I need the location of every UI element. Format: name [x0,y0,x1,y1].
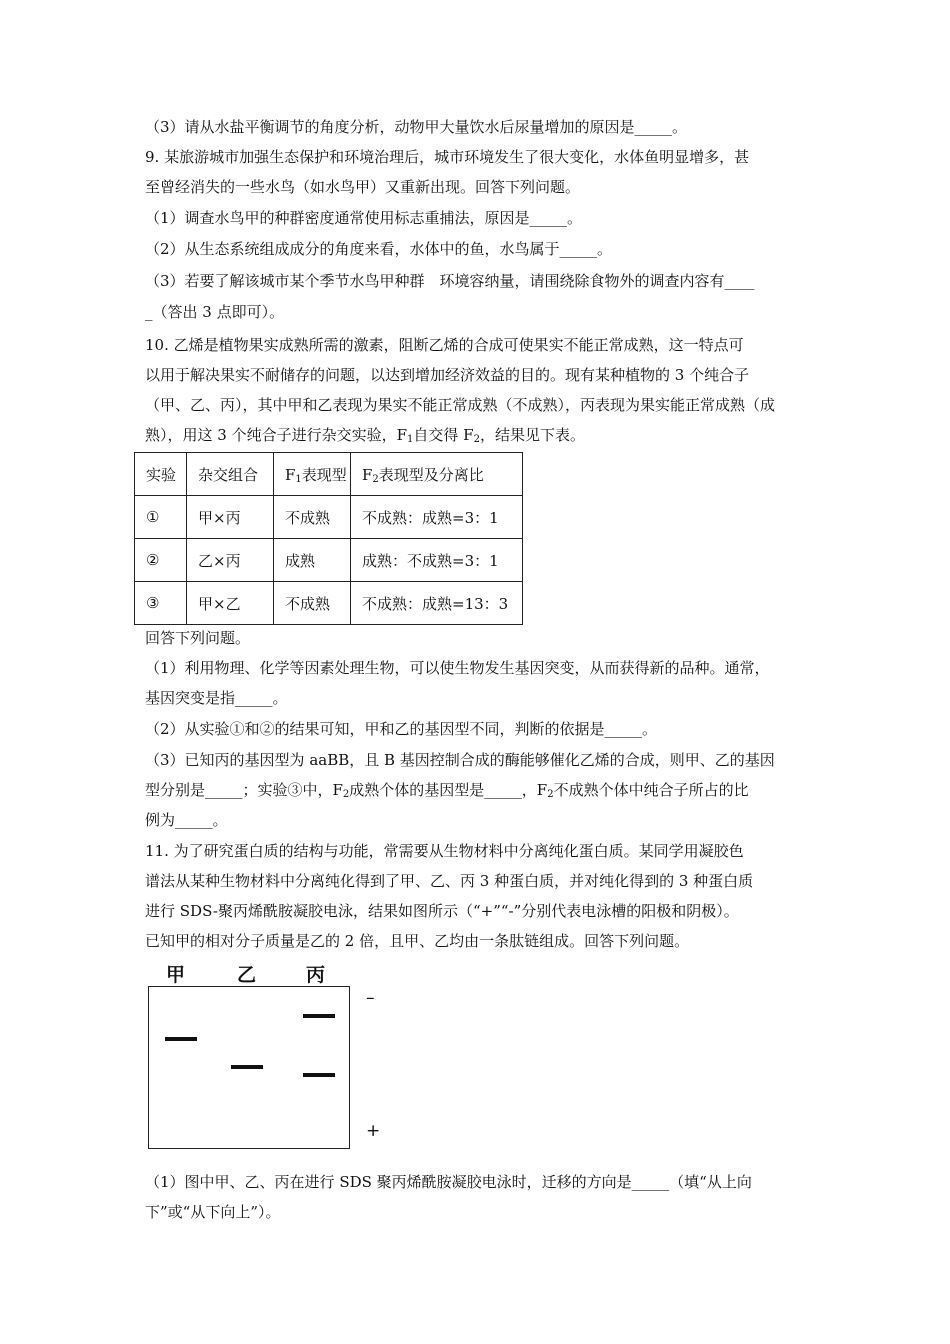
band-jia [165,1037,197,1041]
gel-box [148,986,350,1149]
q11-stem-2: 谱法从某种生物材料中分离纯化得到了甲、乙、丙 3 种蛋白质，并对纯化得到的 3 种蛋白质 [145,872,754,890]
q11-part1-1: （1）图中甲、乙、丙在进行 SDS 聚丙烯酰胺凝胶电泳时，迁移的方向是_____（填“从上向 [145,1173,752,1191]
results-table [134,452,523,625]
lane-label-yi: 乙 [237,964,257,986]
q10-part1-1: （1）利用物理、化学等因素处理生物，可以使生物发生基因突变，从而获得新的品种。通常， [145,659,770,677]
cell-f1: 不成熟 [274,582,351,625]
cathode-label: – [366,988,375,1008]
cell-f1: 不成熟 [274,496,351,539]
header-experiment: 实验 [135,453,187,496]
cell-cross: 甲×乙 [187,582,274,625]
cell-f2: 不成熟：成熟=13：3 [351,582,523,625]
cell-id: ① [135,496,187,539]
table-row [135,539,523,582]
q10-part3-1: （3）已知丙的基因型为 aaBB，且 B 基因控制合成的酶能够催化乙烯的合成，则甲、乙的基因 [145,751,775,769]
q10-prompt: 回答下列问题。 [145,629,251,647]
header-cross: 杂交组合 [187,453,274,496]
q10-part3-2: 型分别是_____；实验③中，$F_2$成熟个体的基因型是_____，$F_2$不成熟个体中纯合子所占的比 [145,781,749,800]
q10-stem-1: 10. 乙烯是植物果实成熟所需的激素，阻断乙烯的合成可使果实不能正常成熟，这一特点可 [145,336,744,354]
q9-stem-1: 9. 某旅游城市加强生态保护和环境治理后，城市环境发生了很大变化，水体鱼明显增多，甚 [145,148,750,166]
q11-part1-2: 下”或“从下向上”）。 [145,1203,281,1221]
table-row [135,496,523,539]
cell-f2: 成熟：不成熟=3：1 [351,539,523,582]
q10-part1-2: 基因突变是指_____。 [145,689,288,707]
lane-label-bing: 丙 [306,964,326,986]
table-header-row [135,453,523,496]
header-f1: $F_1$表现型 [274,453,351,496]
q11-stem-4: 已知甲的相对分子质量是乙的 2 倍，且甲、乙均由一条肽链组成。回答下列问题。 [145,932,690,950]
q10-part2: （2）从实验①和②的结果可知，甲和乙的基因型不同，判断的依据是_____。 [145,720,658,738]
band-yi [231,1065,263,1069]
q9-part3-1: （3）若要了解该城市某个季节水鸟甲种群 环境容纳量，请围绕除食物外的调查内容有____ [145,272,755,290]
cell-id: ③ [135,582,187,625]
cell-cross: 甲×丙 [187,496,274,539]
band-bing-lower [303,1073,335,1077]
cell-cross: 乙×丙 [187,539,274,582]
cell-f2: 不成熟：成熟=3：1 [351,496,523,539]
cell-id: ② [135,539,187,582]
q10-stem-3: （甲、乙、丙），其中甲和乙表现为果实不能正常成熟（不成熟），丙表现为果实能正常成熟（成 [145,396,776,414]
lane-label-jia: 甲 [166,964,186,986]
q10-part3-3: 例为_____。 [145,811,228,829]
q9-part2: （2）从生态系统组成成分的角度来看，水体中的鱼，水鸟属于_____。 [145,240,613,258]
q9-part3-2: _（答出 3 点即可）。 [145,303,285,321]
table-row [135,582,523,625]
q9-stem-2: 至曾经消失的一些水鸟（如水鸟甲）又重新出现。回答下列问题。 [145,178,581,196]
q11-stem-1: 11. 为了研究蛋白质的结构与功能，常需要从生物材料中分离纯化蛋白质。某同学用凝胶色 [145,842,744,860]
q11-stem-3: 进行 SDS-聚丙烯酰胺凝胶电泳，结果如图所示（“+”“-”分别代表电泳槽的阳极和阴极）。 [145,902,739,920]
q9-part1: （1）调查水鸟甲的种群密度通常使用标志重捕法，原因是_____。 [145,209,583,227]
anode-label: + [366,1121,381,1141]
band-bing-upper [303,1014,335,1018]
q10-stem-2: 以用于解决果实不耐储存的问题，以达到增加经济效益的目的。现有某种植物的 3 个纯合子 [145,366,750,384]
q8-part3: （3）请从水盐平衡调节的角度分析，动物甲大量饮水后尿量增加的原因是_____。 [145,118,688,136]
q10-stem-4: 熟），用这 3 个纯合子进行杂交实验，$F_1$自交得 $F_2$，结果见下表。 [145,426,585,445]
header-f2: $F_2$表现型及分离比 [351,453,523,496]
cell-f1: 成熟 [274,539,351,582]
